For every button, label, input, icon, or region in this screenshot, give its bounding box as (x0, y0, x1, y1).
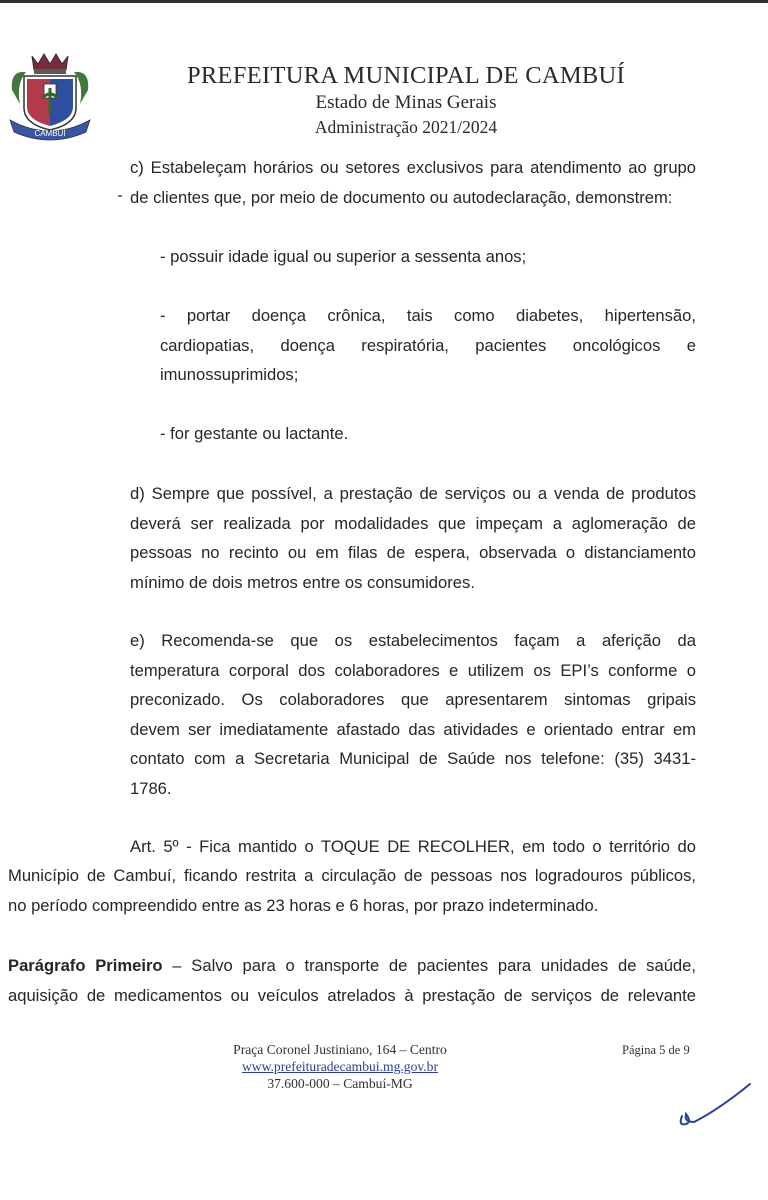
paragraph-first-text: – Salvo para o transporte de pacientes para unidades de saúde, (162, 956, 696, 975)
text-line: - possuir idade igual ou superior a sessenta anos; (160, 247, 527, 266)
text-line: pessoas no recinto ou em filas de espera, observada o distanciamento (130, 543, 696, 562)
text-line: no período compreendido entre as 23 horas e 6 horas, por prazo indeterminado. (8, 895, 599, 915)
list-item (160, 419, 348, 449)
text-line: Município de Cambuí, ficando restrita a circulação de pessoas nos logradouros públicos, (8, 866, 696, 885)
text-line: mínimo de dois metros entre os consumidores. (130, 572, 475, 592)
paragraph-c (130, 153, 696, 212)
page-title: PREFEITURA MUNICIPAL DE CAMBUÍ (186, 62, 626, 89)
text-line: contato com a Secretaria Municipal de Saúde nos telefone: (35) 3431- (130, 749, 696, 768)
text-line: 1786. (130, 778, 172, 798)
administration-label: Administração 2021/2024 (314, 117, 498, 137)
footer-website-link[interactable]: www.prefeituradecambui.mg.gov.br (241, 1059, 439, 1074)
text-line: devem ser imediatamente afastado das atividades e orientado entrar em (130, 719, 696, 739)
text-line: e) Recomenda-se que os estabelecimentos façam a aferição da (130, 631, 696, 650)
paragraph-e (130, 626, 696, 803)
text-line: c) Estabeleçam horários ou setores exclusivos para atendimento ao grupo (130, 158, 696, 177)
page-subtitle: Estado de Minas Gerais (315, 92, 497, 113)
paragraph-first (8, 951, 696, 1010)
article-5-continued (8, 861, 696, 920)
text-line (8, 951, 696, 981)
text-line: deverá ser realizada por modalidades que impeçam a aglomeração de (130, 513, 696, 533)
article-5 (130, 832, 696, 862)
paragraph-d (130, 479, 696, 597)
text-line: preconizado. Os colaboradores que apresentarem sintomas gripais (130, 690, 696, 709)
list-item (160, 242, 526, 272)
scan-speck (118, 195, 122, 197)
paragraph-first-heading: Parágrafo Primeiro (8, 956, 163, 975)
footer-city: 37.600-000 – Cambuí-MG (267, 1076, 413, 1091)
text-line: - for gestante ou lactante. (160, 424, 349, 443)
footer-address-block (150, 1041, 530, 1092)
text-line: aquisição de medicamentos ou veículos atrelados à prestação de serviços de relevante (8, 985, 696, 1005)
coat-label: CAMBUÍ (34, 129, 66, 138)
page-number: Página 5 de 9 (622, 1043, 690, 1057)
footer-address: Praça Coronel Justiniano, 164 – Centro (233, 1042, 447, 1057)
text-line: cardiopatias, doença respiratória, pacientes oncológicos e (160, 335, 696, 355)
text-line: Art. 5º - Fica mantido o TOQUE DE RECOLHER, em todo o território do (130, 837, 696, 856)
signature-mark (672, 1078, 756, 1134)
text-line: de clientes que, por meio de documento ou autodeclaração, demonstrem: (130, 187, 673, 207)
text-line: d) Sempre que possível, a prestação de serviços ou a venda de produtos (130, 484, 696, 503)
text-line: - portar doença crônica, tais como diabetes, hipertensão, (160, 306, 696, 325)
text-line: imunossuprimidos; (160, 365, 299, 384)
text-line: temperatura corporal dos colaboradores e utilizem os EPI’s conforme o (130, 660, 696, 680)
scan-top-border (0, 0, 768, 3)
list-item (160, 301, 696, 390)
